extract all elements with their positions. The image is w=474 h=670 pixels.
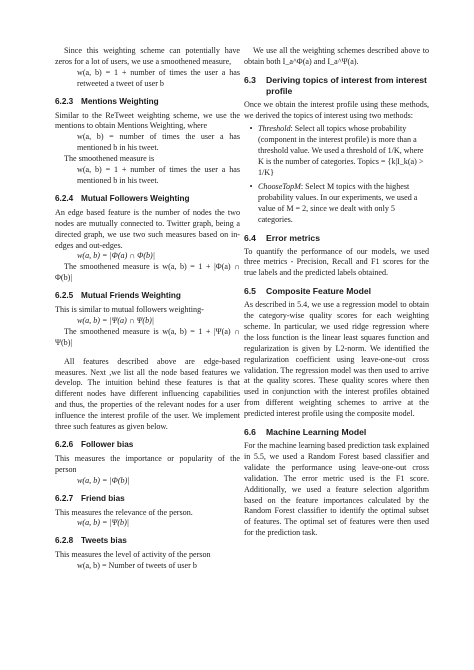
section-6-2-7-heading: 6.2.7 Friend bias — [55, 493, 125, 503]
bullet-icon: • — [249, 181, 253, 191]
s623-equation-2: w(a, b) = 1 + number of times the user a has mentioned b in his tweet. — [77, 165, 240, 185]
right-column — [244, 46, 429, 539]
section-6-2-6-heading: 6.2.6 Follower bias — [55, 440, 134, 449]
s66-paragraph: For the machine learning based prediction task explained in 5.5, we used a Random Forest based classifier and validate the performance using leave-one-out cross validation. The error metric used is the F1 score. Additionally, we used a feature selection algorithm based on the feature importances calculated by the Random Forest classifier to identify the optimal subset of features. The optimal set of features were then used for the prediction task. — [244, 441, 429, 538]
section-6-4-heading: 6.4 Error metrics — [244, 232, 320, 243]
intro-paragraph: Since this weighting scheme can potentially have zeros for a lot of users, we use a smoothened measure, — [55, 46, 240, 66]
choosetopm-label: ChooseTopM — [258, 181, 301, 191]
s623-paragraph: Similar to the ReTweet weighting scheme, we use the mentions to obtain Mentions Weighting, where — [55, 110, 240, 131]
s626-equation: w(a, b) = |Φ(b)| — [77, 475, 130, 485]
section-6-2-3-heading: 6.2.3 Mentions Weighting — [55, 96, 159, 106]
section-6-2-8-heading: 6.2.8 Tweets bias — [55, 536, 127, 546]
bullet-icon: • — [249, 124, 253, 134]
s626-paragraph: This measures the importance or popularity of the person — [55, 453, 240, 474]
section-6-2-4-heading: 6.2.4 Mutual Followers Weighting — [55, 193, 190, 203]
threshold-bullet — [244, 124, 429, 179]
s623-equation-1: w(a, b) = number of times the user a has mentioned b in his tweet. — [77, 132, 240, 153]
s628-paragraph: This measures the level of activity of the person — [55, 550, 211, 560]
section-6-5-heading: 6.5 Composite Feature Model — [244, 286, 372, 297]
left-column — [55, 46, 240, 572]
s627-paragraph: This measures the relevance of the person. — [55, 507, 193, 517]
s624-paragraph: An edge based feature is the number of nodes the two nodes are mutually connected to. Twitter graph, being a directed graph, we use two such measures based on in-edges and out-edges. — [55, 207, 240, 250]
s628-equation: w(a, b) = Number of tweets of user b — [77, 561, 197, 571]
weighting-summary-paragraph: We use all the weighting schemes described above to obtain both I_a^Φ(a) and I_a^Ψ(a). — [244, 46, 429, 66]
s625-paragraph-2: The smoothened measure is w(a, b) = 1 + |Ψ(a) ∩ Ψ(b)| — [55, 326, 240, 347]
s627-equation: w(a, b) = |Ψ(b)| — [77, 518, 130, 528]
choosetopm-text: : Select M topics with the highest probability values. In our experiments, we used a value of M = 2, since we dealt with only 5 categories. — [258, 181, 418, 224]
s65-paragraph: As described in 5.4, we use a regression model to obtain the category-wise quality scores for each weighting scheme. In particular, we used ridge regression where the loss function is the linear least squares function and regularization is given by L2-norm. We identified the regularization coefficient using leave-one-out cross validation. The regression model was then used to arrive at the quality scores. These quality scores where then used in conjunction with the interest profiles obtained from different weighting schemes to arrive at the predicted interest profile using the composite model. — [244, 300, 429, 419]
s63-paragraph: Once we obtain the interest profile using these methods, we derived the topics of interest using two methods: — [244, 99, 429, 120]
choosetopm-bullet — [244, 182, 429, 226]
threshold-label: Threshold — [258, 124, 291, 134]
intro-equation: w(a, b) = 1 + number of times the user a has retweeted a tweet of user b — [77, 67, 240, 88]
s624-equation: w(a, b) = |Φ(a) ∩ Φ(b)| — [77, 251, 155, 261]
s623-paragraph-2: The smoothened measure is — [64, 154, 155, 164]
edge-features-paragraph: All features described above are edge-based measures. Next ,we list all the node based features we develop. The intuition behind these features is that different nodes have different influencing capabilities and thus, the properties of the relevant nodes for a user influence the interest profile of the user. We implement three such features as given below. — [55, 356, 240, 432]
threshold-text: : Select all topics whose probability (component in the interest profile) is more than a threshold value. We used a threshold of 1/K, where K is the number of categories. Topics = {k|I_k(a) > 1/K} — [258, 124, 424, 178]
section-6-6-heading: 6.6 Machine Learning Model — [244, 427, 367, 438]
s625-equation: w(a, b) = |Ψ(a) ∩ Ψ(b)| — [77, 315, 155, 325]
section-6-3-heading: 6.3 Deriving topics of interest from interest profile — [244, 74, 427, 96]
s624-paragraph-2: The smoothened measure is w(a, b) = 1 + |Φ(a) ∩ Φ(b)| — [55, 262, 240, 283]
s64-paragraph: To quantify the performance of our models, we used three metrics - Precision, Recall and F1 scores for the true labels and the predicted labels obtained. — [244, 246, 429, 278]
section-6-2-5-heading: 6.2.5 Mutual Friends Weighting — [55, 291, 181, 301]
s625-paragraph: This is similar to mutual followers weighting- — [55, 305, 204, 315]
